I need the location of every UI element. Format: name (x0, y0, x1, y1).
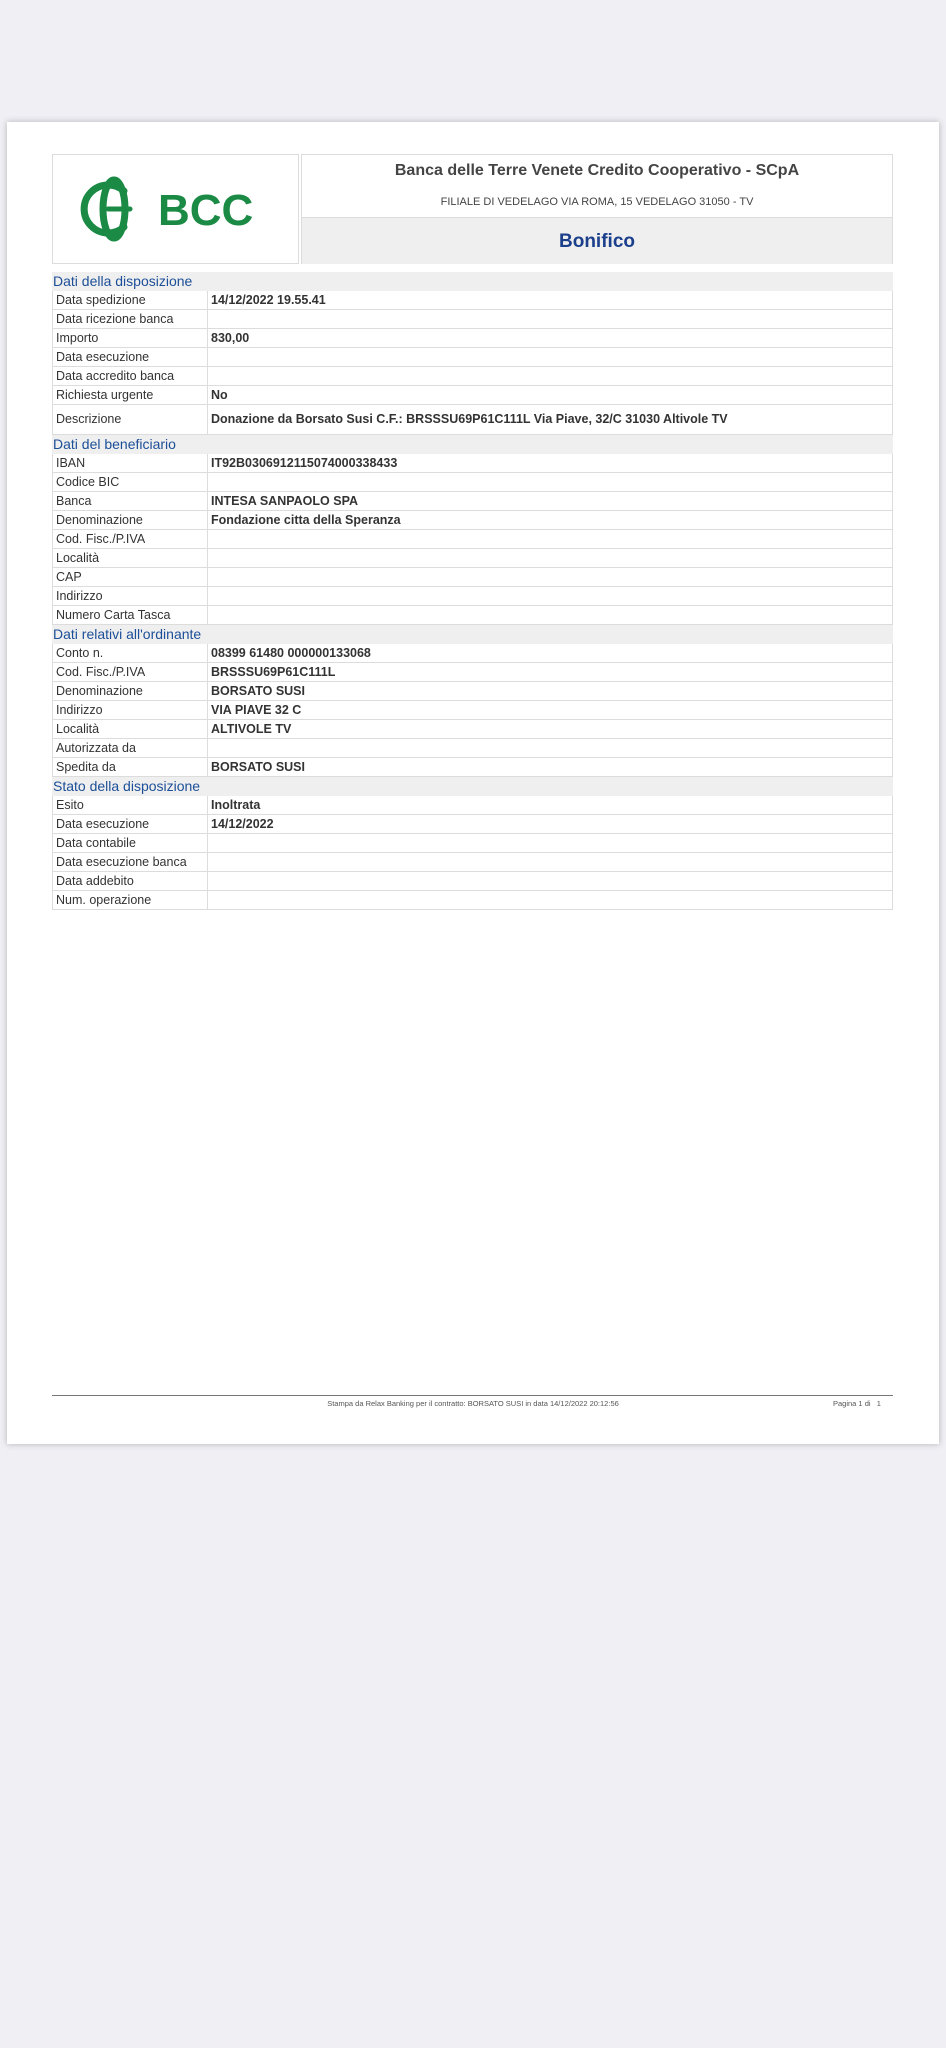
bank-info (301, 154, 893, 264)
footer-print-info: Stampa da Relax Banking per il contratto: BORSATO SUSI in data 14/12/2022 20:12:56 (327, 1399, 619, 1408)
detail-row (52, 329, 893, 348)
field-value (208, 587, 892, 605)
detail-row (52, 815, 893, 834)
field-label: CAP (53, 568, 208, 586)
field-label: Banca (53, 492, 208, 510)
detail-row (52, 530, 893, 549)
footer-divider (52, 1395, 893, 1396)
detail-row (52, 644, 893, 663)
field-label: Richiesta urgente (53, 386, 208, 404)
field-label: Data esecuzione banca (53, 853, 208, 871)
field-label: Data contabile (53, 834, 208, 852)
detail-row (52, 454, 893, 473)
field-value: 14/12/2022 (211, 817, 274, 831)
field-value (208, 549, 892, 567)
section-title: Dati relativi all'ordinante (52, 625, 893, 644)
field-value (208, 853, 892, 871)
detail-row (52, 663, 893, 682)
detail-row (52, 568, 893, 587)
field-label: Data spedizione (53, 291, 208, 309)
field-value: INTESA SANPAOLO SPA (211, 494, 359, 508)
transfer-details (52, 272, 893, 910)
detail-row (52, 682, 893, 701)
field-label: Importo (53, 329, 208, 347)
detail-row (52, 473, 893, 492)
field-value (208, 606, 892, 624)
branch-address: FILIALE DI VEDELAGO VIA ROMA, 15 VEDELAGO 31050 - TV (440, 196, 754, 208)
detail-row (52, 587, 893, 606)
field-value: BRSSSU69P61C111L (211, 665, 336, 679)
section-title: Dati del beneficiario (52, 435, 893, 454)
document-header (52, 154, 893, 264)
field-value (208, 367, 892, 385)
field-value (208, 891, 892, 909)
detail-row (52, 291, 893, 310)
detail-row (52, 367, 893, 386)
field-label: Data esecuzione (53, 348, 208, 366)
bank-name: Banca delle Terre Venete Credito Cooperativo - SCpA (394, 162, 800, 179)
field-value: No (211, 388, 228, 402)
detail-row (52, 549, 893, 568)
field-value: Fondazione citta della Speranza (211, 513, 401, 527)
detail-row (52, 796, 893, 815)
detail-row (52, 492, 893, 511)
field-label: Codice BIC (53, 473, 208, 491)
field-label: Cod. Fisc./P.IVA (53, 663, 208, 681)
section-title: Stato della disposizione (52, 777, 893, 796)
detail-row (52, 853, 893, 872)
field-label: Data accredito banca (53, 367, 208, 385)
field-label: Data esecuzione (53, 815, 208, 833)
detail-row (52, 511, 893, 530)
field-value (208, 739, 892, 757)
field-value: VIA PIAVE 32 C (211, 703, 302, 717)
footer-page-number (833, 1399, 881, 1408)
field-label: Esito (53, 796, 208, 814)
field-value: BORSATO SUSI (211, 760, 305, 774)
page-total: 1 (876, 1399, 881, 1408)
detail-row (52, 758, 893, 777)
detail-row (52, 405, 893, 435)
detail-row (52, 720, 893, 739)
field-value: BORSATO SUSI (211, 684, 305, 698)
detail-row (52, 348, 893, 367)
detail-row (52, 891, 893, 910)
page-label: Pagina 1 di (833, 1399, 871, 1408)
document-type: Bonifico (559, 231, 635, 252)
bank-logo (52, 154, 299, 264)
detail-row (52, 701, 893, 720)
detail-row (52, 872, 893, 891)
field-value: Donazione da Borsato Susi C.F.: BRSSSU69P61C111L Via Piave, 32/C 31030 Altivole TV (211, 412, 728, 426)
field-label: IBAN (53, 454, 208, 472)
detail-row (52, 386, 893, 405)
field-value (208, 834, 892, 852)
detail-row (52, 310, 893, 329)
field-value: 830,00 (211, 331, 250, 345)
field-value: IT92B0306912115074000338433 (211, 456, 398, 470)
field-value: ALTIVOLE TV (211, 722, 292, 736)
document-page (7, 122, 939, 1444)
field-value (208, 310, 892, 328)
field-label: Indirizzo (53, 587, 208, 605)
field-value (208, 348, 892, 366)
field-label: Autorizzata da (53, 739, 208, 757)
field-label: Data ricezione banca (53, 310, 208, 328)
detail-row (52, 606, 893, 625)
field-label: Denominazione (53, 682, 208, 700)
field-label: Località (53, 720, 208, 738)
field-label: Denominazione (53, 511, 208, 529)
field-value (208, 872, 892, 890)
field-value (208, 473, 892, 491)
bcc-logo-icon (78, 169, 278, 249)
field-label: Località (53, 549, 208, 567)
field-label: Descrizione (53, 405, 208, 434)
field-value (208, 530, 892, 548)
detail-row (52, 739, 893, 758)
field-value: Inoltrata (211, 798, 261, 812)
section-title: Dati della disposizione (52, 272, 893, 291)
field-value: 08399 61480 000000133068 (211, 646, 371, 660)
field-label: Spedita da (53, 758, 208, 776)
svg-text:BCC: BCC (158, 186, 254, 235)
field-label: Conto n. (53, 644, 208, 662)
detail-row (52, 834, 893, 853)
doc-type-bar (302, 217, 892, 264)
field-label: Numero Carta Tasca (53, 606, 208, 624)
field-value: 14/12/2022 19.55.41 (211, 293, 326, 307)
field-label: Num. operazione (53, 891, 208, 909)
field-label: Data addebito (53, 872, 208, 890)
field-label: Indirizzo (53, 701, 208, 719)
field-label: Cod. Fisc./P.IVA (53, 530, 208, 548)
field-value (208, 568, 892, 586)
